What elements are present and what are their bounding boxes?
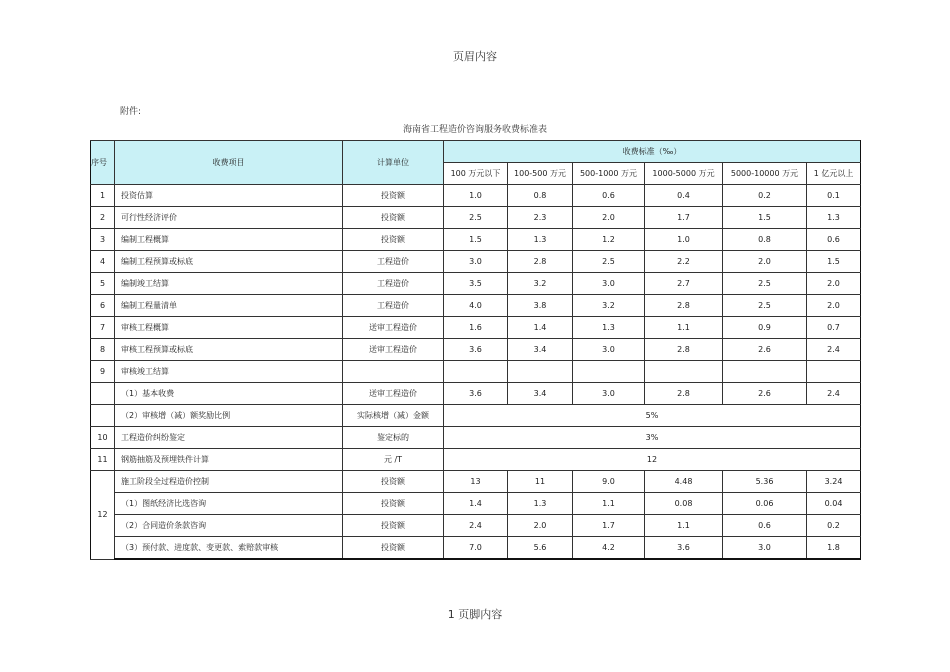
row-unit: 投资额: [343, 493, 444, 515]
row-value: 4.2: [573, 537, 645, 560]
row-item: （2）合同造价条款咨询: [115, 515, 343, 537]
row-seq: 11: [91, 449, 115, 471]
row-unit: 投资额: [343, 207, 444, 229]
row-value: 3.2: [573, 295, 645, 317]
table-row: [91, 251, 861, 273]
row-unit: 元 /T: [343, 449, 444, 471]
row-value: 5.36: [723, 471, 807, 493]
table-row: [91, 361, 861, 383]
fee-standard-table: [90, 140, 861, 560]
row-item: 钢筋抽筋及预埋铁件计算: [115, 449, 343, 471]
row-value: 0.6: [723, 515, 807, 537]
header-tier: 100 万元以下: [444, 163, 508, 185]
row-value: 0.9: [723, 317, 807, 339]
row-value: 2.0: [807, 295, 861, 317]
row-value: 1.3: [807, 207, 861, 229]
row-value: 1.5: [444, 229, 508, 251]
row-seq: 7: [91, 317, 115, 339]
row-value: 2.7: [645, 273, 723, 295]
row-unit: 工程造价: [343, 251, 444, 273]
row-value: 1.5: [807, 251, 861, 273]
row-unit: 工程造价: [343, 295, 444, 317]
row-value: 3.4: [508, 383, 573, 405]
row-value-merged: 5%: [444, 405, 861, 427]
header-tier: 100-500 万元: [508, 163, 573, 185]
row-value: 3.0: [444, 251, 508, 273]
row-seq: 6: [91, 295, 115, 317]
row-value: 0.06: [723, 493, 807, 515]
row-value: [508, 361, 573, 383]
table-row: [91, 427, 861, 449]
page-footer: 1 页脚内容: [447, 608, 503, 621]
row-value: 3.6: [645, 537, 723, 560]
table-row: [91, 207, 861, 229]
row-item: 审核工程概算: [115, 317, 343, 339]
attachment-label: 附件:: [120, 107, 142, 117]
row-unit: 投资额: [343, 471, 444, 493]
row-value: 2.5: [723, 295, 807, 317]
row-value: 1.1: [645, 515, 723, 537]
row-value: 2.3: [508, 207, 573, 229]
row-value: 1.1: [645, 317, 723, 339]
row-seq: 9: [91, 361, 115, 383]
row-value: 3.8: [508, 295, 573, 317]
row-value: 1.4: [444, 493, 508, 515]
row-value: 5.6: [508, 537, 573, 560]
table-header-row: [91, 141, 861, 163]
row-value: 0.08: [645, 493, 723, 515]
row-item: （1）基本收费: [115, 383, 343, 405]
row-value: 3.0: [723, 537, 807, 560]
page-header: 页眉内容: [453, 50, 497, 63]
row-value: 0.8: [723, 229, 807, 251]
row-unit: 投资额: [343, 537, 444, 560]
row-item: 审核竣工结算: [115, 361, 343, 383]
row-value: 1.7: [645, 207, 723, 229]
row-item: 投资估算: [115, 185, 343, 207]
row-item: 编制工程量清单: [115, 295, 343, 317]
row-seq: 12: [91, 471, 115, 560]
row-value-merged: 3%: [444, 427, 861, 449]
row-value: 0.2: [723, 185, 807, 207]
row-value: 1.8: [807, 537, 861, 560]
table-row: [91, 273, 861, 295]
row-item: （2）审核增（减）额奖励比例: [115, 405, 343, 427]
row-value: 3.0: [573, 273, 645, 295]
row-value: 3.0: [573, 383, 645, 405]
row-value: 13: [444, 471, 508, 493]
row-value: 0.6: [573, 185, 645, 207]
row-value: 1.0: [444, 185, 508, 207]
row-value: 1.0: [645, 229, 723, 251]
row-unit: 送审工程造价: [343, 383, 444, 405]
row-unit: 鉴定标的: [343, 427, 444, 449]
row-value: [645, 361, 723, 383]
row-value: 3.6: [444, 383, 508, 405]
header-item: 收费项目: [115, 141, 343, 185]
row-seq: 8: [91, 339, 115, 361]
table-row: [91, 493, 861, 515]
row-value: 0.8: [508, 185, 573, 207]
row-value: 3.5: [444, 273, 508, 295]
row-value: 1.6: [444, 317, 508, 339]
row-item: 审核工程预算或标底: [115, 339, 343, 361]
row-value: 2.8: [645, 339, 723, 361]
row-seq: 1: [91, 185, 115, 207]
row-value: [723, 361, 807, 383]
table-row: [91, 449, 861, 471]
header-seq: 序号: [91, 141, 115, 185]
row-unit: 送审工程造价: [343, 317, 444, 339]
row-value: 2.6: [723, 383, 807, 405]
row-unit: 实际核增（减）金额: [343, 405, 444, 427]
row-value: 0.4: [645, 185, 723, 207]
row-seq: [91, 405, 115, 427]
row-value: 0.6: [807, 229, 861, 251]
row-value: 3.24: [807, 471, 861, 493]
row-value: 1.3: [573, 317, 645, 339]
table-row: [91, 295, 861, 317]
row-value: 7.0: [444, 537, 508, 560]
row-value: 2.4: [807, 383, 861, 405]
table-row: [91, 471, 861, 493]
row-item: 编制竣工结算: [115, 273, 343, 295]
header-tier: 5000-10000 万元: [723, 163, 807, 185]
row-value: 3.4: [508, 339, 573, 361]
row-value: [444, 361, 508, 383]
row-value: 2.8: [508, 251, 573, 273]
table-row: [91, 317, 861, 339]
header-fee-standard: 收费标准（‰）: [444, 141, 861, 163]
row-value: 1.7: [573, 515, 645, 537]
row-value: 9.0: [573, 471, 645, 493]
row-value: 2.0: [508, 515, 573, 537]
row-value: 4.48: [645, 471, 723, 493]
row-value: [573, 361, 645, 383]
row-value: 0.7: [807, 317, 861, 339]
row-unit: [343, 361, 444, 383]
table-row: [91, 537, 861, 560]
row-seq: 2: [91, 207, 115, 229]
row-value: 2.2: [645, 251, 723, 273]
row-value: 0.2: [807, 515, 861, 537]
row-value: 2.8: [645, 383, 723, 405]
row-value: 2.0: [573, 207, 645, 229]
row-unit: 工程造价: [343, 273, 444, 295]
row-item: （1）图纸经济比选咨询: [115, 493, 343, 515]
row-unit: 投资额: [343, 229, 444, 251]
row-value: 1.3: [508, 229, 573, 251]
row-value: 1.1: [573, 493, 645, 515]
row-item: 施工阶段全过程造价控制: [115, 471, 343, 493]
row-seq: [91, 383, 115, 405]
table-title: 海南省工程造价咨询服务收费标准表: [402, 125, 547, 135]
row-value: 1.2: [573, 229, 645, 251]
row-seq: 5: [91, 273, 115, 295]
table-row: [91, 229, 861, 251]
row-unit: 投资额: [343, 185, 444, 207]
table-row: [91, 339, 861, 361]
header-tier: 1000-5000 万元: [645, 163, 723, 185]
row-value-merged: 12: [444, 449, 861, 471]
table-row: [91, 185, 861, 207]
row-value: 2.0: [723, 251, 807, 273]
row-seq: 4: [91, 251, 115, 273]
row-unit: 送审工程造价: [343, 339, 444, 361]
row-value: 11: [508, 471, 573, 493]
row-item: 编制工程概算: [115, 229, 343, 251]
row-value: 2.5: [723, 273, 807, 295]
header-tier: 1 亿元以上: [807, 163, 861, 185]
row-item: 编制工程预算或标底: [115, 251, 343, 273]
row-value: 1.5: [723, 207, 807, 229]
row-seq: 3: [91, 229, 115, 251]
row-value: 4.0: [444, 295, 508, 317]
row-value: 3.2: [508, 273, 573, 295]
row-value: 2.0: [807, 273, 861, 295]
row-value: 3.6: [444, 339, 508, 361]
table-row: [91, 383, 861, 405]
row-value: 2.8: [645, 295, 723, 317]
header-tier: 500-1000 万元: [573, 163, 645, 185]
row-item: （3）预付款、进度款、变更款、索赔款审核: [115, 537, 343, 560]
table-row: [91, 515, 861, 537]
row-value: 2.4: [444, 515, 508, 537]
row-value: 1.4: [508, 317, 573, 339]
row-value: 0.1: [807, 185, 861, 207]
row-unit: 投资额: [343, 515, 444, 537]
header-unit: 计算单位: [343, 141, 444, 185]
row-value: 2.4: [807, 339, 861, 361]
row-seq: 10: [91, 427, 115, 449]
row-value: 2.5: [444, 207, 508, 229]
row-value: 2.6: [723, 339, 807, 361]
row-value: 1.3: [508, 493, 573, 515]
row-value: 3.0: [573, 339, 645, 361]
row-item: 可行性经济评价: [115, 207, 343, 229]
row-value: [807, 361, 861, 383]
row-value: 0.04: [807, 493, 861, 515]
table-row: [91, 405, 861, 427]
row-item: 工程造价纠纷鉴定: [115, 427, 343, 449]
row-value: 2.5: [573, 251, 645, 273]
